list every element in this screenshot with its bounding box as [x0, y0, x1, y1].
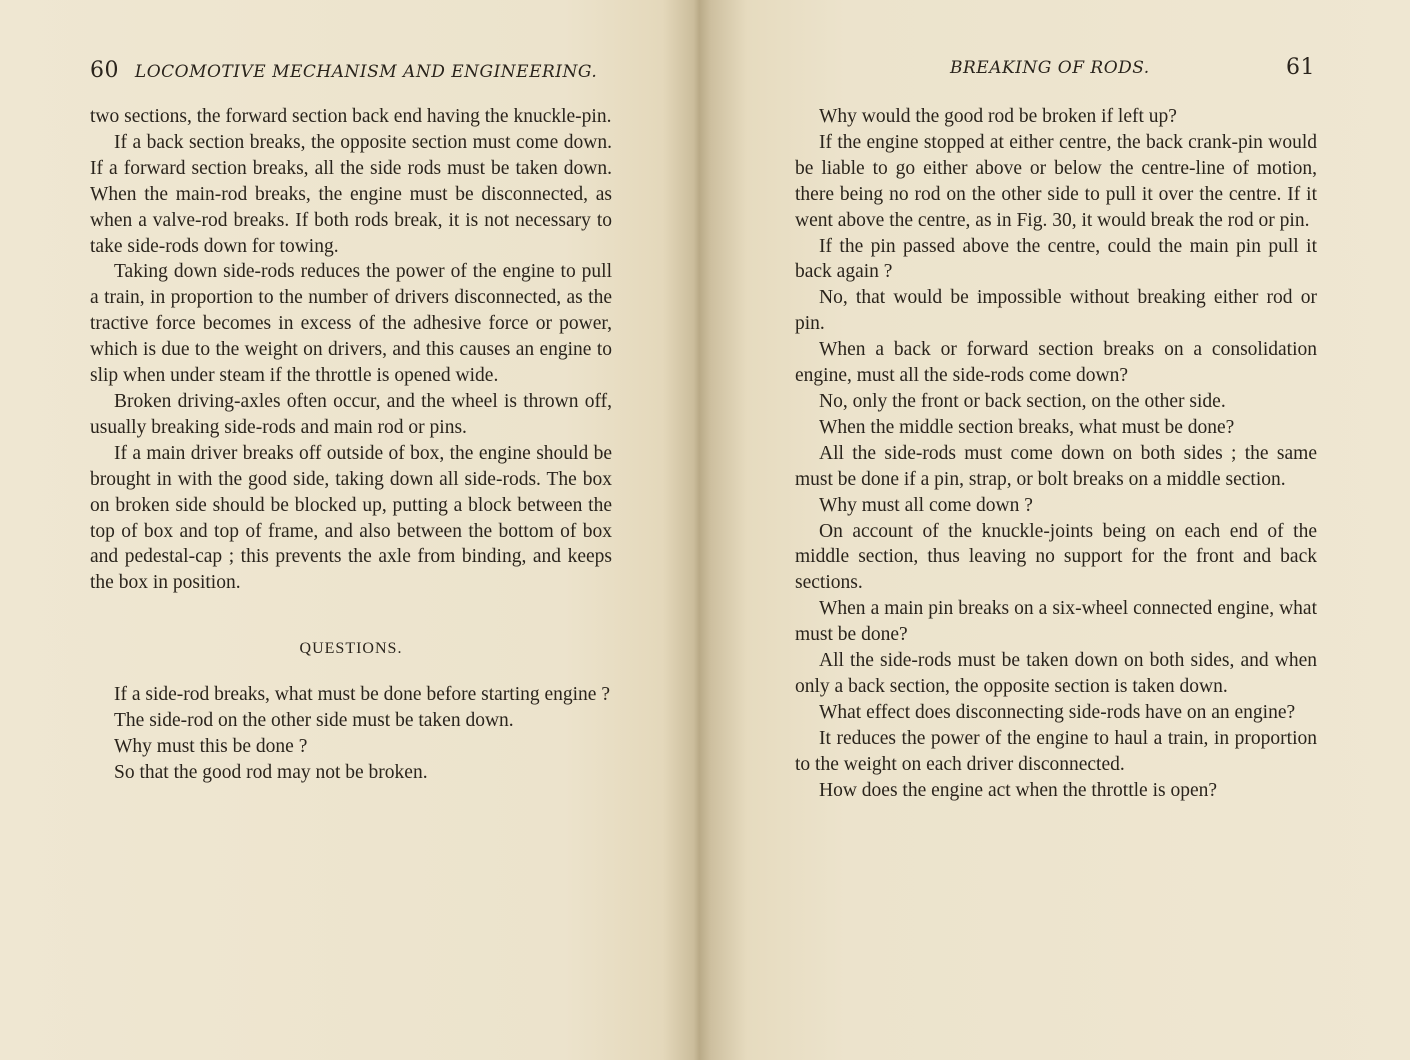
question: Why would the good rod be broken if left up? — [819, 106, 1177, 127]
answer: No, only the front or back section, on the other side. — [819, 390, 1226, 412]
paragraph: Taking down side-rods reduces the power of the engine to pull a train, in proportion to the number of drivers disconnected, as the tractive force becomes in excess of the adhesive force or power, which is due to the weight on drivers, and this causes an engine to slip when under steam if the throttle is opened wide. — [90, 261, 612, 387]
right-running-head: BREAKING OF RODS. — [950, 58, 1150, 78]
question: When a back or forward section breaks on a consolidation engine, must all the side-rods come down? — [795, 339, 1317, 387]
question: Why must this be done ? — [114, 735, 308, 757]
answer: All the side-rods must come down on both sides ; the same must be done if a pin, strap, or bolt breaks on a middle section. — [795, 442, 1317, 490]
right-page-body — [795, 104, 1317, 803]
answer: The side-rod on the other side must be taken down. — [114, 710, 514, 732]
right-page-header — [795, 55, 1315, 88]
right-page-number: 61 — [1286, 55, 1315, 80]
right-page — [700, 0, 1410, 1060]
question: If the pin passed above the centre, could the main pin pull it back again ? — [795, 235, 1317, 283]
paragraph: two sections, the forward section back end having the knuckle-pin. — [90, 106, 612, 127]
paragraph: Broken driving-axles often occur, and the wheel is thrown off, usually breaking side-rods and main rod or pins. — [90, 390, 612, 438]
question: When a main pin breaks on a six-wheel connected engine, what must be done? — [795, 598, 1317, 646]
question: Why must all come down ? — [819, 494, 1033, 516]
question: How does the engine act when the throttle is open? — [819, 779, 1218, 801]
question: If a side-rod breaks, what must be done before starting engine ? — [114, 684, 610, 706]
left-page-header — [90, 58, 615, 88]
left-page-body — [90, 104, 612, 786]
left-running-head: LOCOMOTIVE MECHANISM AND ENGINEERING. — [134, 62, 598, 82]
question: What effect does disconnecting side-rods have on an engine? — [819, 701, 1296, 723]
answer: So that the good rod may not be broken. — [114, 761, 428, 783]
questions-heading: QUESTIONS. — [299, 640, 403, 658]
paragraph: If a main driver breaks off outside of box, the engine should be brought in with the good side, taking down all side-rods. The box on broken side should be blocked up, putting a block between the top of box and top of frame, and also between the bottom of box and pedestal-cap ; this prevents the axle from binding, and keeps the box in position. — [90, 442, 612, 594]
left-page — [0, 0, 700, 1060]
question: When the middle section breaks, what must be done? — [819, 416, 1235, 438]
answer: It reduces the power of the engine to haul a train, in proportion to the weight on each driver disconnected. — [795, 727, 1317, 775]
left-page-number: 60 — [90, 58, 119, 83]
answer: On account of the knuckle-joints being on each end of the middle section, thus leaving no support for the front and back sections. — [795, 520, 1317, 594]
answer: No, that would be impossible without breaking either rod or pin. — [795, 287, 1317, 335]
answer: All the side-rods must be taken down on both sides, and when only a back section, the opposite section is taken down. — [795, 650, 1317, 697]
paragraph: If a back section breaks, the opposite section must come down. If a forward section breaks, all the side rods must be taken down. When the main-rod breaks, the engine must be disconnected, as when a valve-rod breaks. If both rods break, it is not necessary to take side-rods down for towing. — [90, 131, 612, 257]
answer: If the engine stopped at either centre, the back crank-pin would be liable to go either above or below the centre-line of motion, there being no rod on the other side to pull it over the centre. If it went above the centre, as in Fig. 30, it would break the rod or pin. — [795, 131, 1317, 231]
